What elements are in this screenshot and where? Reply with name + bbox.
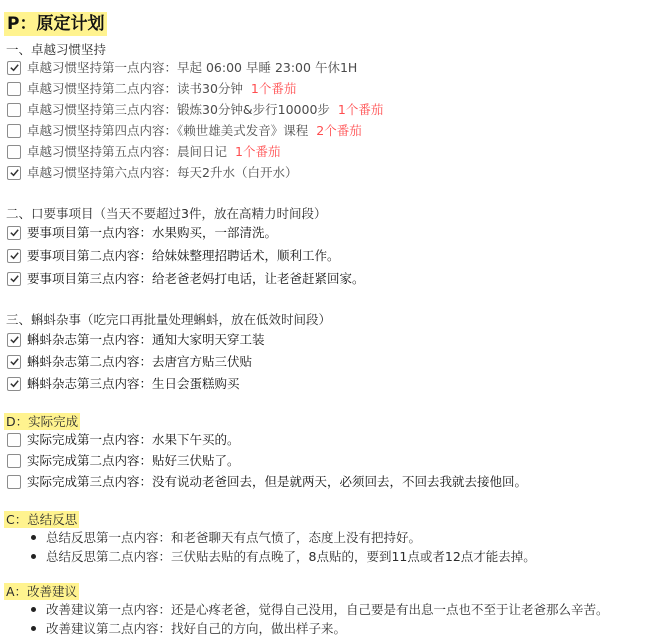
habit-text: 卓越习惯坚持第一点内容：早起 06:00 早睡 23:00 午休1H xyxy=(27,60,358,75)
bullet-icon xyxy=(31,607,36,612)
habit-text: 卓越习惯坚持第五点内容：晨间日记 xyxy=(27,144,228,159)
checkbox[interactable] xyxy=(7,145,21,159)
act-heading: A：改善建议 xyxy=(6,584,78,599)
important-text: 要事项目第一点内容：水果购买，一部清洗。 xyxy=(27,225,278,240)
important-heading: 二、口要事项目（当天不要超过3件，放在高精力时间段） xyxy=(6,206,327,221)
habit-item-2[interactable] xyxy=(7,80,296,97)
list-item xyxy=(31,620,346,637)
important-text: 要事项目第三点内容：给老爸老妈打电话，让老爸赶紧回家。 xyxy=(27,271,365,286)
habit-item-5[interactable] xyxy=(7,143,280,160)
act-text: 改善建议第一点内容：还是心疼老爸，觉得自己没用，自己要是有出息一点也不至于让老爸那么辛苦。 xyxy=(46,602,609,617)
list-item xyxy=(31,529,421,546)
pomodoro-tag: 2个番茄 xyxy=(316,123,362,138)
check-text: 总结反思第二点内容：三伏贴去贴的有点晚了，8点贴的，要到11点或者12点才能去掉。 xyxy=(46,549,536,564)
habit-text: 卓越习惯坚持第三点内容：锻炼30分钟&步行10000步 xyxy=(27,102,330,117)
check-heading: C：总结反思 xyxy=(6,512,78,527)
checkbox[interactable] xyxy=(7,454,21,468)
checkbox[interactable] xyxy=(7,355,21,369)
chore-text: 蝌蚪杂志第一点内容：通知大家明天穿工装 xyxy=(27,332,265,347)
checkbox[interactable] xyxy=(7,377,21,391)
done-text: 实际完成第一点内容：水果下午买的。 xyxy=(27,432,240,447)
important-item-2[interactable] xyxy=(7,247,340,264)
done-text: 实际完成第二点内容：贴好三伏贴了。 xyxy=(27,453,240,468)
habit-text: 卓越习惯坚持第二点内容：读书30分钟 xyxy=(27,81,243,96)
act-text: 改善建议第二点内容：找好自己的方向，做出样子来。 xyxy=(46,621,347,636)
chore-text: 蝌蚪杂志第二点内容：去唐宫方贴三伏贴 xyxy=(27,354,253,369)
checkbox[interactable] xyxy=(7,226,21,240)
habit-item-1[interactable] xyxy=(7,59,365,76)
pomodoro-tag: 1个番茄 xyxy=(235,144,281,159)
done-text: 实际完成第三点内容：没有说动老爸回去，但是就两天，必须回去，不回去我就去接他回。 xyxy=(27,474,528,489)
habits-heading: 一、卓越习惯坚持 xyxy=(6,42,107,57)
list-item xyxy=(31,548,536,565)
checkbox[interactable] xyxy=(7,166,21,180)
done-item-1[interactable] xyxy=(7,431,240,448)
habit-item-3[interactable] xyxy=(7,101,383,118)
checkbox[interactable] xyxy=(7,333,21,347)
chore-item-1[interactable] xyxy=(7,331,265,348)
done-heading: D：实际完成 xyxy=(6,414,79,429)
habit-text: 卓越习惯坚持第四点内容：《赖世雄美式发音》课程 xyxy=(27,123,309,138)
checkbox[interactable] xyxy=(7,433,21,447)
bullet-icon xyxy=(31,554,36,559)
important-text: 要事项目第二点内容：给妹妹整理招聘话术，顺利工作。 xyxy=(27,248,340,263)
chores-heading: 三、蝌蚪杂事（吃完口再批量处理蝌蚪，放在低效时间段） xyxy=(6,312,332,327)
habit-text: 卓越习惯坚持第六点内容：每天2升水（白开水） xyxy=(27,165,298,180)
habit-item-4[interactable] xyxy=(7,122,362,139)
chore-item-2[interactable] xyxy=(7,353,252,370)
habit-item-6[interactable] xyxy=(7,164,305,181)
checkbox[interactable] xyxy=(7,103,21,117)
list-item xyxy=(31,601,609,618)
checkbox[interactable] xyxy=(7,475,21,489)
checkbox[interactable] xyxy=(7,249,21,263)
bullet-icon xyxy=(31,626,36,631)
checkbox[interactable] xyxy=(7,82,21,96)
chore-item-3[interactable] xyxy=(7,375,240,392)
important-item-1[interactable] xyxy=(7,224,277,241)
pomodoro-tag: 1个番茄 xyxy=(337,102,384,117)
checkbox[interactable] xyxy=(7,61,21,75)
checkbox[interactable] xyxy=(7,272,21,286)
done-item-2[interactable] xyxy=(7,452,240,469)
checkbox[interactable] xyxy=(7,124,21,138)
pomodoro-tag: 1个番茄 xyxy=(250,81,297,96)
done-item-3[interactable] xyxy=(7,473,527,490)
bullet-icon xyxy=(31,535,36,540)
chore-text: 蝌蚪杂志第三点内容：生日会蛋糕购买 xyxy=(27,376,240,391)
important-item-3[interactable] xyxy=(7,270,365,287)
page-title: P：原定计划 xyxy=(4,12,107,36)
check-text: 总结反思第一点内容：和老爸聊天有点气愤了，态度上没有把持好。 xyxy=(46,530,422,545)
